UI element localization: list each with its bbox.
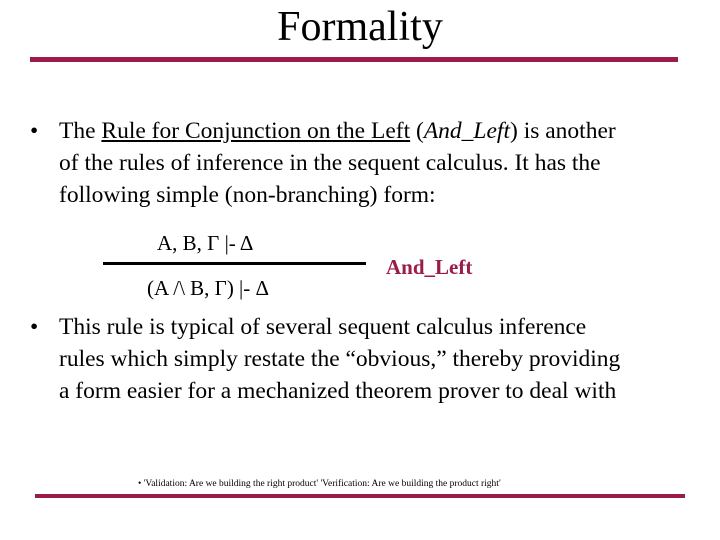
bullet-line-1: This rule is typical of several sequent calculus inference [59,314,587,340]
slide-title: Formality [277,4,443,50]
rule-name-label: And_Left [386,255,473,279]
footer-note: • 'Validation: Are we building the right product' 'Verification: Are we building the product right' [138,479,501,489]
rule-abbreviation: And_Left [423,118,510,144]
rule-premise: A, B, Γ |- Δ [157,231,254,255]
bullet-text [59,115,616,211]
rule-link[interactable]: Rule for Conjunction on the Left [101,118,411,144]
footer-divider [35,494,685,498]
bullet-marker: • [30,118,39,144]
bullet-text-post: ) is another [510,118,616,144]
bullet-line-1 [59,115,616,147]
bullet-line-3: a form easier for a mechanized theorem prover to deal with [59,378,617,404]
inference-line [103,262,366,265]
bullet-line-2: of the rules of inference in the sequent calculus. It has the [59,150,601,176]
bullet-line-2: rules which simply restate the “obvious,” thereby providing [59,346,621,372]
bullet-text-pre: The [59,118,102,144]
bullet-line-3: following simple (non-branching) form: [59,182,436,208]
bullet-text [59,311,620,407]
rule-conclusion: (A /\ B, Γ) |- Δ [147,276,270,300]
bullet-marker: • [30,314,39,340]
title-divider [30,57,678,62]
bullet-text-mid: ( [410,118,424,144]
